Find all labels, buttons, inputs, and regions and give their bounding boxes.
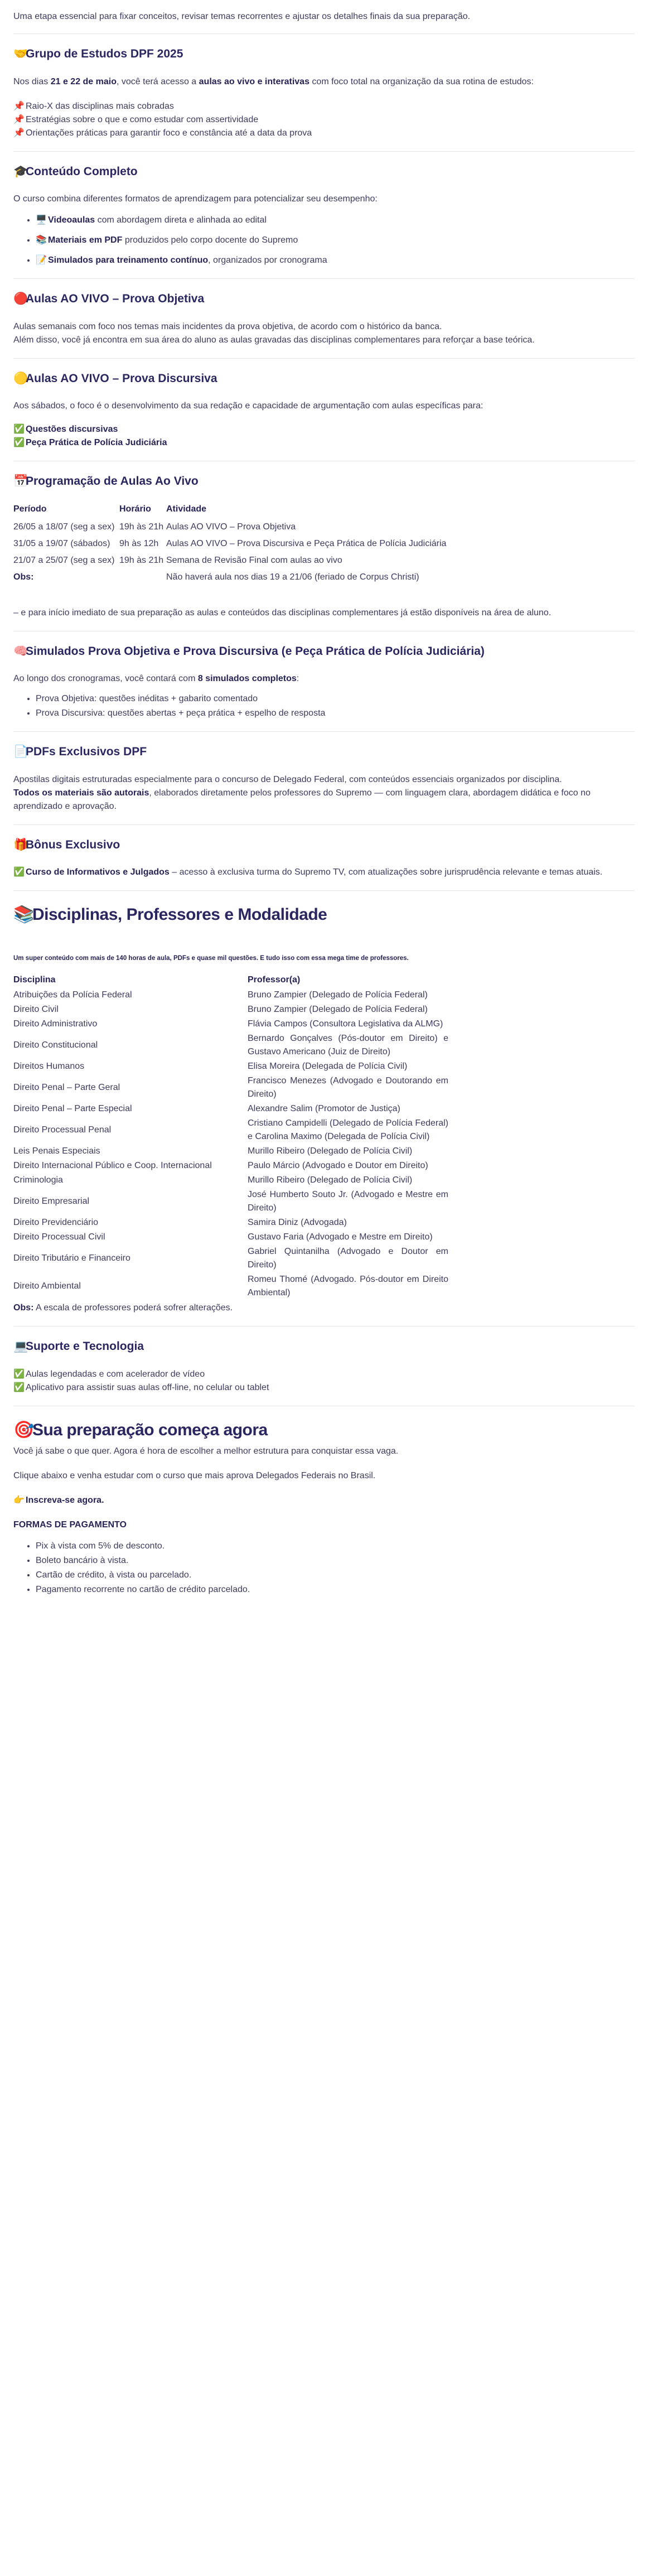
objetiva-p2: Além disso, você já encontra em sua área do aluno as aulas gravadas das disciplinas complementares para reforçar a base teórica. — [13, 335, 535, 345]
table-row: Leis Penais Especiais Murillo Ribeiro (Delegado de Polícia Civil) — [13, 1146, 413, 1156]
divider — [13, 890, 635, 891]
pointing-hand-icon: 👉 — [13, 1495, 25, 1505]
section-title: 🟡Aulas AO VIVO – Prova Discursiva — [13, 370, 635, 388]
list-item: • Pagamento recorrente no cartão de crédito parcelado. — [36, 1583, 635, 1596]
pagamento-list — [36, 1540, 635, 1596]
yellow-circle-icon: 🟡 — [13, 372, 28, 385]
check-icon: ✅ — [13, 438, 25, 447]
pagamento-title: FORMAS DE PAGAMENTO — [13, 1519, 127, 1530]
table-row-obs: Obs: Não haverá aula nos dias 19 a 21/06 (feriado de Corpus Christi) — [13, 572, 419, 582]
cta-p1: Você já sabe o que quer. Agora é hora de escolher a melhor estrutura para conquistar essa vaga. — [13, 1446, 399, 1456]
table-row: Direito Internacional Público e Coop. Internacional Paulo Márcio (Advogado e Doutor em Direito) — [13, 1161, 428, 1171]
list-item: ✅ Questões discursivas — [13, 423, 635, 436]
section-aulas-objetiva — [13, 290, 635, 347]
section-title: 💻Suporte e Tecnologia — [13, 1338, 635, 1355]
objetiva-p1: Aulas semanais com foco nos temas mais incidentes da prova objetiva, de acordo com o histórico da banca. — [13, 321, 442, 331]
list-item: • Pix à vista com 5% de desconto. — [36, 1540, 635, 1553]
list-item: 📌 Raio-X das disciplinas mais cobradas — [13, 100, 635, 113]
bonus-text: ✅ Curso de Informativos e Julgados – acesso à exclusiva turma do Supremo TV, com atualizações sobre jurisprudência relevante e temas atuais. — [13, 866, 635, 879]
pdfs-p2: Todos os materiais são autorais, elaborados diretamente pelos professores do Supremo — com linguagem clara, abordagem didática e foco no aprendizado e aprovação. — [13, 788, 591, 811]
table-row: Direito Civil Bruno Zampier (Delegado de Polícia Federal) — [13, 1005, 428, 1015]
conteudo-description: O curso combina diferentes formatos de aprendizagem para potencializar seu desempenho: — [13, 194, 378, 204]
header-atividade: Atividade — [166, 504, 207, 514]
header-horario: Horário — [119, 504, 151, 514]
table-row: Direito Empresarial José Humberto Souto Jr. (Advogado e Mestre em Direito) — [13, 1190, 448, 1213]
divider — [13, 824, 635, 825]
section-grupo-estudos — [13, 45, 635, 140]
graduation-cap-icon: 🎓 — [13, 165, 28, 178]
table-header-row — [13, 503, 448, 519]
red-circle-icon: 🔴 — [13, 292, 28, 305]
disciplinas-table — [13, 973, 448, 1300]
inscreva-link[interactable]: 👉 Inscreva-se agora. — [13, 1494, 635, 1507]
section-title: 🎓Conteúdo Completo — [13, 163, 635, 181]
pin-icon: 📌 — [13, 114, 25, 124]
table-row: 21/07 a 25/07 (seg a sex) 19h às 21h Semana de Revisão Final com aulas ao vivo — [13, 555, 342, 565]
table-row: Direito Penal – Parte Geral Francisco Menezes (Advogado e Doutorando em Direito) — [13, 1076, 448, 1099]
books-icon: 📚 — [13, 905, 34, 924]
intro-text: Uma etapa essencial para fixar conceitos, revisar temas recorrentes e ajustar os detalhes finais da sua preparação. — [13, 12, 471, 21]
divider — [13, 358, 635, 359]
simulados-list — [36, 692, 635, 720]
list-item: • Prova Objetiva: questões inéditas + gabarito comentado — [36, 692, 635, 706]
brain-icon: 🧠 — [13, 644, 28, 658]
list-item: • Boleto bancário à vista. — [36, 1554, 635, 1567]
table-row: Direito Penal – Parte Especial Alexandre Salim (Promotor de Justiça) — [13, 1104, 400, 1114]
pin-icon: 📌 — [13, 128, 25, 138]
check-icon: ✅ — [13, 1382, 25, 1392]
divider — [13, 278, 635, 279]
pdfs-p1: Apostilas digitais estruturadas especialmente para o concurso de Delegado Federal, com conteúdos essenciais organizados por disciplina. — [13, 774, 562, 784]
laptop-icon: 💻 — [13, 1340, 28, 1353]
check-icon: ✅ — [13, 867, 25, 877]
table-row: Criminologia Murillo Ribeiro (Delegado de Polícia Civil) — [13, 1175, 413, 1185]
section-title: 📚Disciplinas, Professores e Modalidade — [13, 902, 635, 927]
conteudo-list — [36, 214, 635, 267]
table-row: 26/05 a 18/07 (seg a sex) 19h às 21h Aulas AO VIVO – Prova Objetiva — [13, 522, 296, 532]
section-bonus — [13, 836, 635, 880]
table-header-row: Disciplina Professor(a) — [13, 975, 301, 985]
memo-icon: 📝 — [36, 255, 47, 265]
section-programacao — [13, 472, 635, 620]
section-title: 🎯Sua preparação começa agora — [13, 1417, 635, 1443]
section-disciplinas — [13, 902, 635, 1315]
disciplinas-subtitle: Um super conteúdo com mais de 140 horas de aula, PDFs e quase mil questões. E tudo isso com essa mega time de professores. — [13, 955, 409, 962]
grupo-list — [13, 100, 635, 140]
handshake-icon: 🤝 — [13, 47, 28, 60]
section-suporte — [13, 1338, 635, 1395]
section-simulados — [13, 643, 635, 721]
list-item: ✅ Peça Prática de Polícia Judiciária — [13, 436, 635, 450]
list-item: ✅ Aplicativo para assistir suas aulas off-line, no celular ou tablet — [13, 1381, 635, 1395]
target-icon: 🎯 — [13, 1420, 34, 1439]
table-row: Direito Processual Civil Gustavo Faria (Advogado e Mestre em Direito) — [13, 1232, 433, 1242]
list-item: 📌 Estratégias sobre o que e como estudar com assertividade — [13, 113, 635, 127]
table-row: Direito Previdenciário Samira Diniz (Advogada) — [13, 1218, 347, 1228]
disciplinas-obs: Obs: A escala de professores poderá sofrer alterações. — [13, 1303, 233, 1313]
list-item: • 📚 Materiais em PDF produzidos pelo corpo docente do Supremo — [36, 234, 635, 247]
discursiva-description: Aos sábados, o foco é o desenvolvimento da sua redação e capacidade de argumentação com aulas específicas para: — [13, 401, 483, 411]
section-aulas-discursiva — [13, 370, 635, 450]
section-title: 📅Programação de Aulas Ao Vivo — [13, 472, 635, 490]
section-title: 🤝Grupo de Estudos DPF 2025 — [13, 45, 635, 63]
list-item: 📌 Orientações práticas para garantir foco e constância até a data da prova — [13, 127, 635, 140]
simulados-description: Ao longo dos cronogramas, você contará com 8 simulados completos: — [13, 674, 299, 683]
content — [13, 8, 635, 1598]
section-pdfs — [13, 743, 635, 813]
monitor-icon: 🖥️ — [36, 215, 47, 225]
table-row: Direito Administrativo Flávia Campos (Consultora Legislativa da ALMG) — [13, 1019, 443, 1029]
list-item: • Cartão de crédito, à vista ou parcelado. — [36, 1569, 635, 1582]
grupo-description: Nos dias 21 e 22 de maio, você terá acesso a aulas ao vivo e interativas com foco total na organização da sua rotina de estudos: — [13, 76, 534, 86]
divider — [13, 731, 635, 732]
calendar-icon: 📅 — [13, 475, 28, 488]
gift-icon: 🎁 — [13, 838, 28, 851]
section-conteudo — [13, 163, 635, 268]
section-title: 📄PDFs Exclusivos DPF — [13, 743, 635, 761]
table-row: Direitos Humanos Elisa Moreira (Delegada de Polícia Civil) — [13, 1062, 408, 1072]
section-title: 🧠Simulados Prova Objetiva e Prova Discursiva (e Peça Prática de Polícia Judiciária) — [13, 643, 635, 660]
list-item: • 📝 Simulados para treinamento contínuo, organizados por cronograma — [36, 254, 635, 267]
table-row: Direito Constitucional Bernardo Gonçalves (Pós-doutor em Direito) e Gustavo Americano (Juiz de Direito) — [13, 1034, 448, 1057]
pin-icon: 📌 — [13, 101, 25, 111]
table-row: 31/05 a 19/07 (sábados) 9h às 12h Aulas AO VIVO – Prova Discursiva e Peça Prática de Polícia Judiciária — [13, 538, 447, 548]
table-row: Direito Tributário e Financeiro Gabriel Quintanilha (Advogado e Doutor em Direito) — [13, 1247, 448, 1270]
section-title: 🔴Aulas AO VIVO – Prova Objetiva — [13, 290, 635, 308]
list-item: • Prova Discursiva: questões abertas + peça prática + espelho de resposta — [36, 707, 635, 720]
table-row: Direito Processual Penal Cristiano Campidelli (Delegado de Polícia Federal) e Carolina Maximo (Delegada de Polícia Civil) — [13, 1118, 448, 1142]
document-icon: 📄 — [13, 745, 28, 758]
divider — [13, 33, 635, 34]
check-icon: ✅ — [13, 424, 25, 434]
check-icon: ✅ — [13, 1369, 25, 1379]
cta-p2: Clique abaixo e venha estudar com o curso que mais aprova Delegados Federais no Brasil. — [13, 1470, 376, 1480]
header-periodo: Período — [13, 504, 47, 514]
section-cta — [13, 1417, 635, 1596]
list-item: • 🖥️ Videoaulas com abordagem direta e alinhada ao edital — [36, 214, 635, 227]
books-icon: 📚 — [36, 235, 47, 245]
section-title: 🎁Bônus Exclusivo — [13, 836, 635, 854]
table-row: Atribuições da Polícia Federal Bruno Zampier (Delegado de Polícia Federal) — [13, 990, 428, 1000]
programacao-note: – e para início imediato de sua preparação as aulas e conteúdos das disciplinas complementares já estão disponíveis na área de aluno. — [13, 607, 552, 618]
table-row: Direito Ambiental Romeu Thomé (Advogado. Pós-doutor em Direito Ambiental) — [13, 1275, 448, 1298]
divider — [13, 151, 635, 152]
list-item: ✅ Aulas legendadas e com acelerador de vídeo — [13, 1368, 635, 1381]
schedule-table — [13, 503, 448, 586]
